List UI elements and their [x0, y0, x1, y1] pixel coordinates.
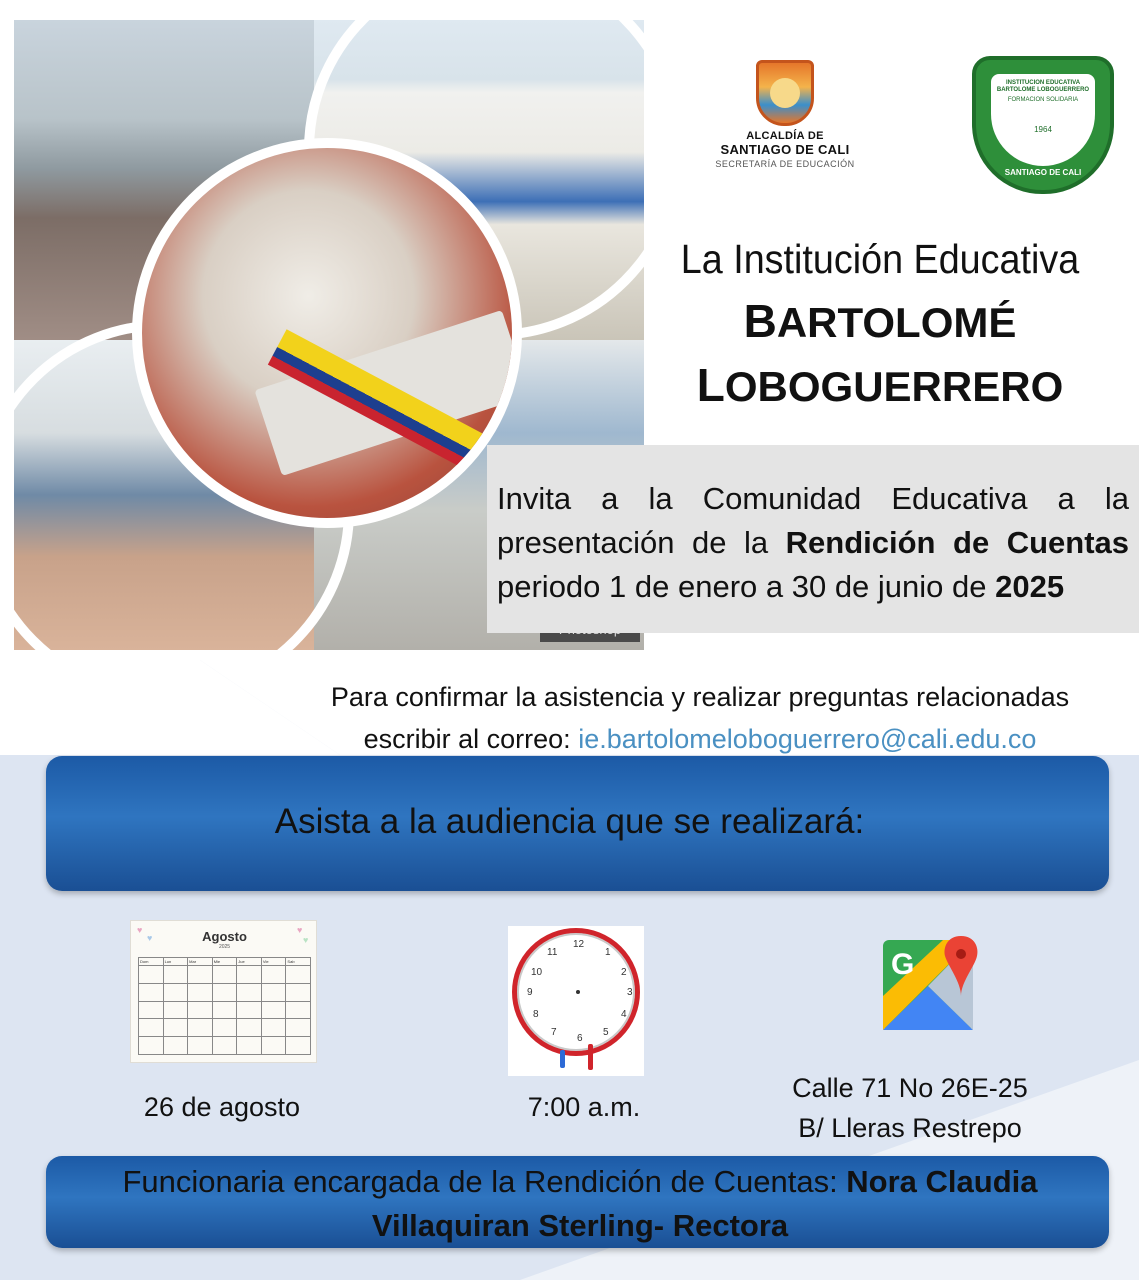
calendar-day-header: Dom	[139, 958, 164, 966]
alcaldia-line1: ALCALDÍA DE	[746, 130, 824, 142]
school-crest-name: INSTITUCION EDUCATIVA BARTOLOME LOBOGUERRERO	[996, 79, 1090, 93]
calendar-day-header: Jue	[237, 958, 262, 966]
event-time: 7:00 a.m.	[527, 1092, 641, 1122]
school-crest-year: 1964	[1034, 124, 1052, 134]
attend-banner-text: Asista a la audiencia que se realizará:	[274, 802, 865, 841]
calendar-grid	[138, 957, 311, 1055]
address-line1: Calle 71 No 26E-25	[792, 1073, 1028, 1103]
address-line2: B/ Lleras Restrepo	[798, 1113, 1022, 1143]
school-name-line1: BARTOLOMÉ	[743, 295, 1017, 347]
confirmation-note	[300, 676, 1100, 760]
calendar-icon: ♥ ♥ ♥ ♥ Agosto 2025 Dom Lun Mar Mie Jue Vie Sab	[130, 920, 317, 1063]
alcaldia-logo	[700, 60, 870, 190]
minute-hand-piece	[588, 1044, 593, 1070]
institution-heading: La Institución Educativa	[680, 236, 1080, 282]
invitation-box	[487, 445, 1139, 633]
calendar-day-header: Lun	[164, 958, 189, 966]
clock-icon	[508, 926, 644, 1076]
calendar-day-header: Mie	[213, 958, 238, 966]
svg-text:G: G	[891, 948, 915, 981]
school-name-line2: LOBOGUERRERO	[696, 359, 1064, 411]
school-crest-motto: FORMACION SOLIDARIA	[1007, 96, 1079, 103]
calendar-month: Agosto	[202, 929, 247, 944]
event-date: 26 de agosto	[143, 1092, 301, 1122]
school-crest-logo	[972, 56, 1114, 194]
hour-hand-piece	[560, 1050, 565, 1068]
invite-line1: Invita a la Comunidad Educativa a la	[497, 481, 1129, 516]
confirm-line1: Para confirmar la asistencia y realizar preguntas relacionadas	[330, 682, 1070, 712]
calendar-day-header: Vie	[262, 958, 287, 966]
calendar-year: 2025	[218, 944, 231, 950]
event-address	[760, 1068, 1060, 1148]
official-banner-text: Funcionaria encargada de la Rendición de Cuentas: Nora Claudia Villaquiran Sterling- Rectora	[122, 1164, 1038, 1243]
calendar-day-header: Mar	[188, 958, 213, 966]
alcaldia-line3: SECRETARÍA DE EDUCACIÓN	[715, 159, 855, 169]
confirm-line2: escribir al correo: ie.bartolomeloboguerrero@cali.edu.co	[363, 724, 1037, 754]
cali-shield-icon	[756, 60, 814, 126]
school-crest-city: SANTIAGO DE CALI	[1004, 167, 1082, 177]
calendar-day-header: Sab	[286, 958, 311, 966]
google-maps-icon	[883, 936, 983, 1034]
invite-line2: presentación de la Rendición de Cuentas	[497, 525, 1129, 560]
invite-line3: periodo 1 de enero a 30 de junio de 2025	[497, 569, 1065, 604]
email-link[interactable]: ie.bartolomeloboguerrero@cali.edu.co	[578, 724, 1037, 754]
alcaldia-line2: SANTIAGO DE CALI	[720, 142, 850, 157]
school-crest-inner	[991, 74, 1095, 166]
students-classroom-photo	[132, 138, 522, 528]
clock-face: 12 1 2 3 4 5 6 7 8 9 10 11	[512, 928, 640, 1056]
